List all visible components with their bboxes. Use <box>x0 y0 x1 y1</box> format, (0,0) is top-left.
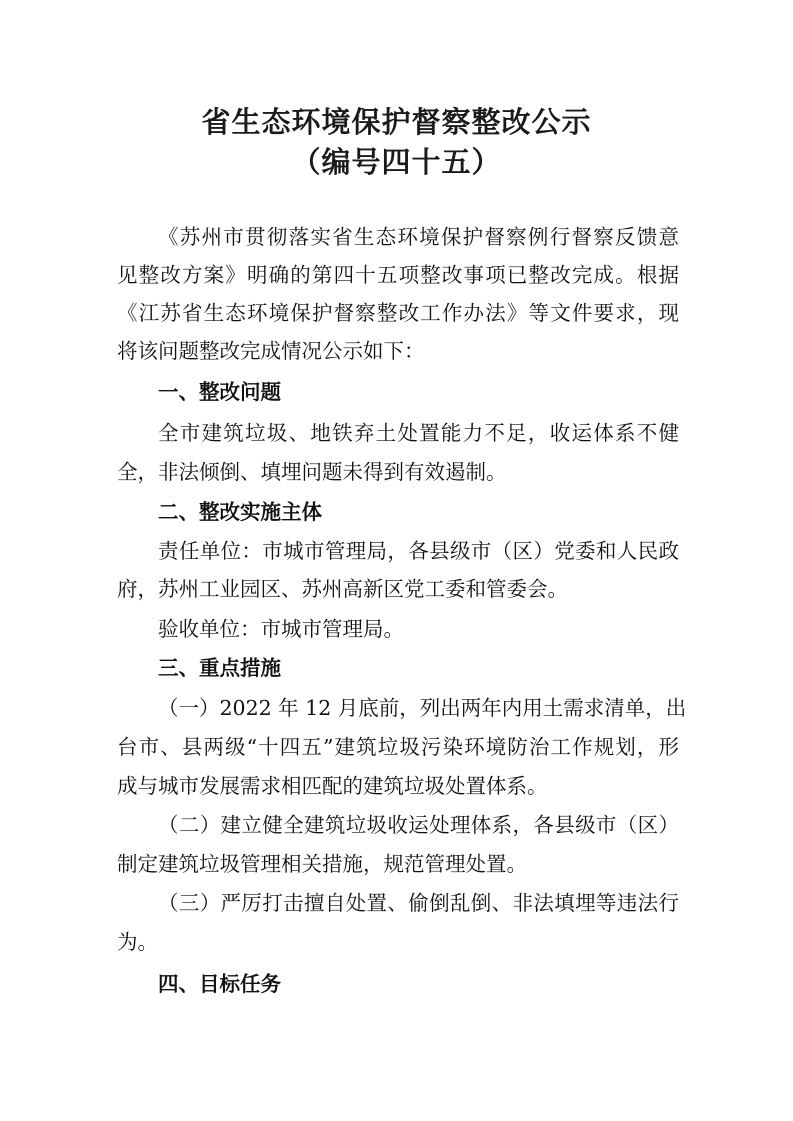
measure-line: 台市、县两级“十四五”建筑垃圾污染环境防治工作规划，形 <box>117 735 679 759</box>
measure-line: 为。 <box>117 930 158 954</box>
section-heading-measures: 三、重点措施 <box>158 656 281 680</box>
problem-line: 全市建筑垃圾、地铁弃土处置能力不足，收运体系不健 <box>158 421 679 445</box>
measure-line: 成与城市发展需求相匹配的建筑垃圾处置体系。 <box>117 774 548 798</box>
intro-line: 《江苏省生态环境保护督察整改工作办法》等文件要求，现 <box>117 301 679 325</box>
acceptance-line: 验收单位：市城市管理局。 <box>158 617 404 641</box>
section-heading-problem: 一、整改问题 <box>158 380 281 404</box>
intro-line: 见整改方案》明确的第四十五项整改事项已整改完成。根据 <box>117 263 679 287</box>
measure-line: （一）2022 年 12 月底前，列出两年内用土需求清单，出 <box>158 696 687 720</box>
section-heading-subject: 二、整改实施主体 <box>158 500 322 524</box>
measure-line: （二）建立健全建筑垃圾收运处理体系，各县级市（区） <box>158 813 679 837</box>
responsible-line: 府，苏州工业园区、苏州高新区党工委和管委会。 <box>117 577 568 601</box>
problem-line: 全，非法倾倒、填埋问题未得到有效遏制。 <box>117 460 507 484</box>
document-number: （编号四十五） <box>291 145 502 179</box>
intro-line: 《苏州市贯彻落实省生态环境保护督察例行督察反馈意 <box>158 225 679 249</box>
intro-line: 将该问题整改完成情况公示如下： <box>117 339 425 363</box>
section-heading-targets: 四、目标任务 <box>158 972 281 996</box>
document-title: 省生态环境保护督察整改公示 <box>201 105 592 139</box>
measure-line: （三）严厉打击擅自处置、偷倒乱倒、非法填埋等违法行 <box>158 891 679 915</box>
measure-line: 制定建筑垃圾管理相关措施，规范管理处置。 <box>117 852 527 876</box>
responsible-line: 责任单位：市城市管理局，各县级市（区）党委和人民政 <box>158 539 679 563</box>
